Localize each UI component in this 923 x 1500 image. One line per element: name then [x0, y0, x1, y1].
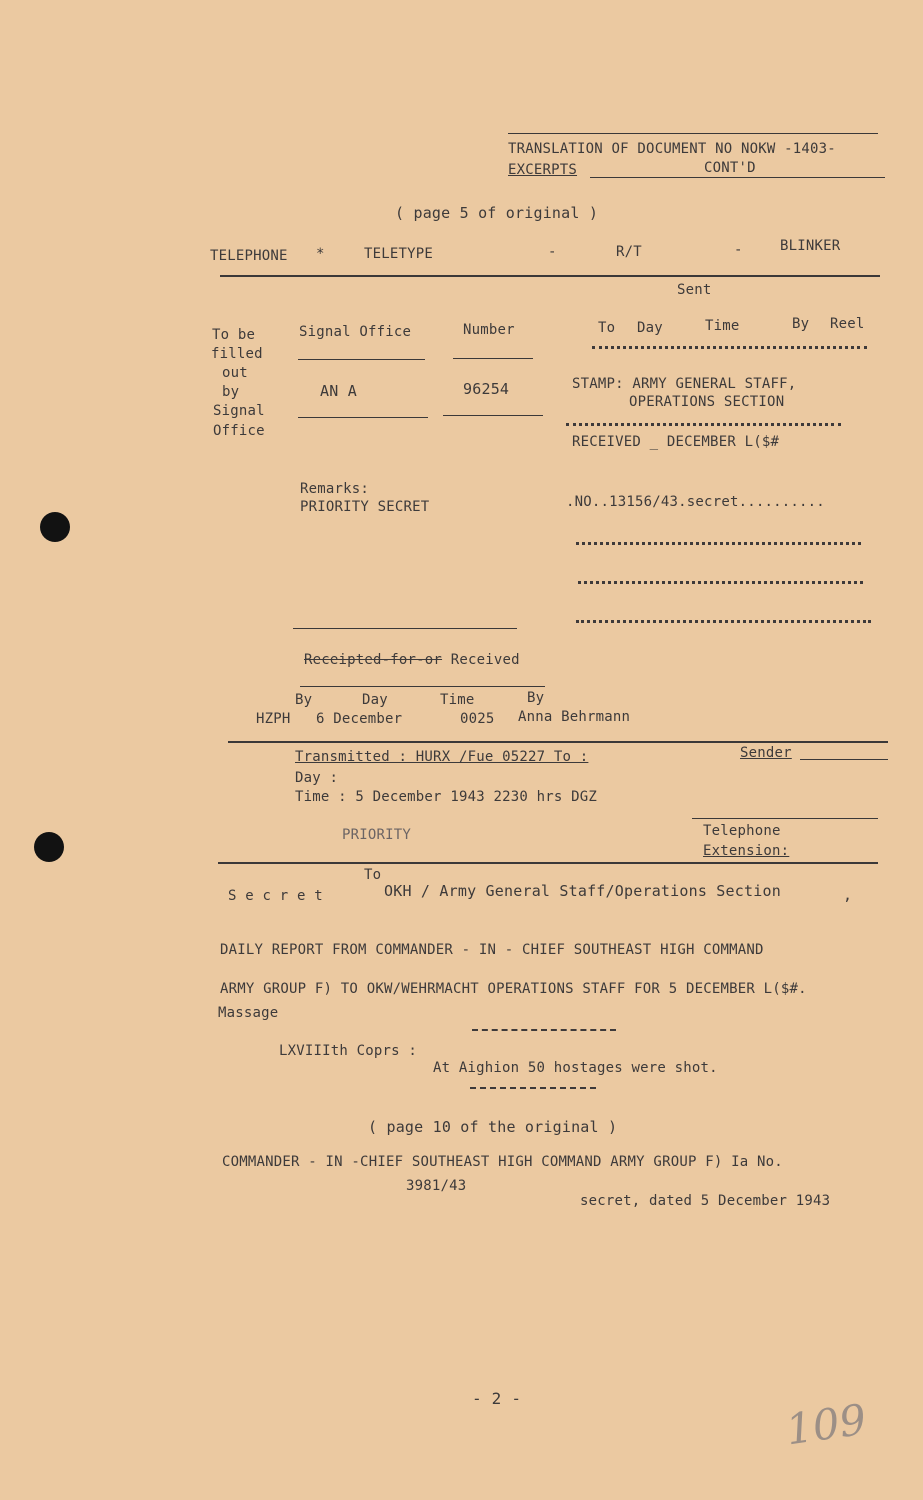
- extension-label: Extension:: [703, 843, 790, 859]
- remarks-label: Remarks:: [300, 481, 370, 497]
- channel-dash-1: -: [548, 244, 557, 260]
- stamp-line-1: STAMP: ARMY GENERAL STAFF,: [572, 376, 797, 392]
- report-line-2: ARMY GROUP F) TO OKW/WEHRMACHT OPERATIONS STAFF FOR 5 DECEMBER L($#.: [220, 981, 807, 997]
- signal-office-value: AN A: [320, 382, 357, 400]
- excerpts-label: EXCERPTS: [508, 162, 578, 178]
- channel-rt: R/T: [616, 244, 642, 260]
- day-header: Day: [637, 320, 663, 336]
- time-header: Time: [705, 318, 740, 334]
- corps-label: LXVIIIth Coprs :: [279, 1043, 418, 1059]
- to-header: To: [598, 320, 616, 336]
- number-value: 96254: [463, 380, 510, 398]
- received-day-value: 6 December: [316, 711, 403, 727]
- dotted-line-3: [576, 620, 871, 623]
- received-word: Received: [450, 652, 520, 668]
- by-label: by: [222, 384, 240, 400]
- punch-hole-bottom: [34, 832, 64, 862]
- number-rule-1: [453, 358, 533, 359]
- sender-label: Sender: [740, 745, 792, 761]
- commander-line: COMMANDER - IN -CHIEF SOUTHEAST HIGH COMMAND ARMY GROUP F) Ia No.: [222, 1154, 783, 1170]
- out-label: out: [222, 365, 248, 381]
- received-by-header: By: [295, 692, 313, 708]
- address-mark: ,: [843, 886, 853, 904]
- recipient-line: OKH / Army General Staff/Operations Section: [384, 882, 781, 900]
- remarks-rule: [293, 628, 517, 629]
- page-10-reference: ( page 10 of the original ): [368, 1118, 618, 1136]
- signal-office-rule-1: [298, 359, 425, 360]
- handwritten-folio: 109: [782, 1394, 870, 1455]
- channel-teletype: TELETYPE: [364, 246, 434, 262]
- dated-line: secret, dated 5 December 1943: [580, 1193, 831, 1209]
- channel-blinker: BLINKER: [780, 238, 841, 254]
- reel-header: Reel: [830, 316, 865, 332]
- signal-office-rule-2: [298, 417, 428, 418]
- time-line: Time : 5 December 1943 2230 hrs DGZ: [295, 789, 598, 805]
- secret-label: S e c r e t: [228, 888, 323, 904]
- transmission-rule-top: [228, 741, 888, 743]
- priority-rule: [218, 862, 878, 864]
- punch-hole-top: [40, 512, 70, 542]
- channel-dash-2: -: [734, 242, 743, 258]
- by-header: By: [792, 316, 810, 332]
- to-label: To: [364, 867, 382, 883]
- remarks-value: PRIORITY SECRET: [300, 499, 430, 515]
- received-by-value: HZPH: [256, 711, 291, 727]
- hostages-line: At Aighion 50 hostages were shot.: [433, 1060, 718, 1076]
- separator-dashes-1: [472, 1029, 616, 1031]
- received-time-value: 0025: [460, 711, 495, 727]
- page-reference: ( page 5 of original ): [395, 204, 599, 222]
- dotted-line-1: [576, 542, 861, 545]
- stamp-dotted-line: [566, 423, 841, 426]
- report-line-1: DAILY REPORT FROM COMMANDER - IN - CHIEF SOUTHEAST HIGH COMMAND: [220, 942, 764, 958]
- sender-rule: [800, 759, 888, 760]
- separator-dashes-2: [470, 1087, 596, 1089]
- received-line: RECEIVED _ DECEMBER L($#: [572, 434, 780, 450]
- header-rule-top: [508, 133, 878, 134]
- filled-label: filled: [211, 346, 263, 362]
- reference-number: 3981/43: [406, 1178, 467, 1194]
- page-number: - 2 -: [472, 1389, 522, 1408]
- contd-label: CONT'D: [704, 160, 756, 176]
- received-time-header: Time: [440, 692, 475, 708]
- receipted-struck-text: Receipted-for-or: [304, 652, 443, 668]
- signal-office-header: Signal Office: [299, 324, 412, 340]
- document-title: TRANSLATION OF DOCUMENT NO NOKW -1403-: [508, 141, 836, 157]
- number-rule-2: [443, 415, 543, 416]
- channel-star: *: [316, 246, 325, 262]
- telephone-rule: [692, 818, 878, 819]
- telephone-label: Telephone: [703, 823, 781, 839]
- office-label: Office: [213, 423, 265, 439]
- sent-label: Sent: [677, 282, 712, 298]
- received-by2-value: Anna Behrmann: [518, 709, 631, 725]
- channel-rule: [220, 275, 880, 277]
- signal-label: Signal: [213, 403, 265, 419]
- received-by2-header: By: [527, 690, 545, 706]
- number-header: Number: [463, 322, 515, 338]
- sent-dotted-line: [592, 346, 867, 349]
- stamp-line-2: OPERATIONS SECTION: [629, 394, 785, 410]
- transmitted-line: Transmitted : HURX /Fue 05227 To :: [295, 749, 589, 765]
- channel-telephone: TELEPHONE: [210, 248, 288, 264]
- day-line: Day :: [295, 770, 339, 786]
- received-day-header: Day: [362, 692, 388, 708]
- report-line-3: Massage: [218, 1005, 279, 1021]
- priority-label: PRIORITY: [342, 827, 412, 843]
- receipted-label: [304, 652, 520, 668]
- number-secret-line: .NO..13156/43.secret..........: [566, 494, 825, 510]
- dotted-line-2: [578, 581, 863, 584]
- header-rule-bottom: [590, 177, 885, 178]
- received-rule: [300, 686, 545, 687]
- to-be-label: To be: [212, 327, 256, 343]
